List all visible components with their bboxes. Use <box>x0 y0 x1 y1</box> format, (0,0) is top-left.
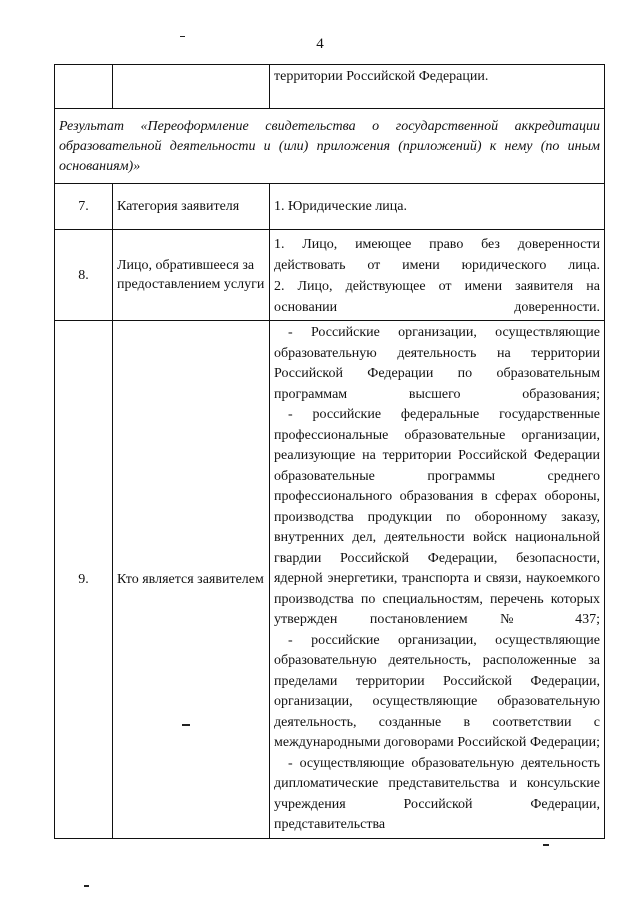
page-number: 4 <box>316 36 324 52</box>
row-name-cell-empty <box>113 65 270 109</box>
table-row-8 <box>55 230 605 321</box>
row-value <box>270 230 605 321</box>
row-value-item: - российские организации, осуществляющие образовательную деятельность, расположенные за пределами территории Российской Федерации, организации, осуществляющие образовательную деятельность, созданные в соответствии с международными договорами Российской Федерации; <box>274 632 600 750</box>
scan-mark <box>180 36 185 37</box>
row-value-item: 1. Лицо, имеющее право без доверенности действовать от имени юридического лица. <box>274 237 600 273</box>
row-number: 8. <box>55 230 113 321</box>
row-name: Лицо, обратившееся за предоставлением услуги <box>113 230 270 321</box>
scan-mark <box>182 724 190 726</box>
row-name: Кто является заявителем <box>113 321 270 839</box>
row-value-item: 2. Лицо, действующее от имени заявителя на основании доверенности. <box>274 279 600 315</box>
row-value <box>270 321 605 839</box>
row-value-item: - осуществляющие образовательную деятельность дипломатические представительства и консульские учреждения Российской Федерации, представительства <box>274 755 600 832</box>
section-title: Результат «Переоформление свидетельства о государственной аккредитации образовательной деятельности и (или) приложения (приложений) к нему (по иным основаниям)» <box>55 109 605 184</box>
row-number: 9. <box>55 321 113 839</box>
row-number-cell-empty <box>55 65 113 109</box>
row-number: 7. <box>55 184 113 230</box>
row-value: 1. Юридические лица. <box>270 184 605 230</box>
scan-mark <box>543 844 549 846</box>
row-name: Категория заявителя <box>113 184 270 230</box>
continuation-text: территории Российской Федерации. <box>274 69 489 84</box>
row-value-cell <box>270 65 605 109</box>
table-row-section-title <box>55 109 605 184</box>
row-value-item: - российские федеральные государственные профессиональные образовательные организации, реализующие на территории Российской Федерации образовательные программы среднего профессионального образования в сферах обороны, производства продукции по оборонному заказу, внутренних дел, деятельности войск национальной гвардии Российской Федерации, безопасности, ядерной энергетики, транспорта и связи, наукоемкого производства по специальностям, перечень которых утвержден постановлением № 437; <box>274 407 600 627</box>
scan-mark <box>84 885 89 887</box>
requirements-table <box>54 64 605 839</box>
table-row-7 <box>55 184 605 230</box>
table-row-continuation <box>55 65 605 109</box>
row-value-item: - Российские организации, осуществляющие образовательную деятельность на территории Российской Федерации по образовательным программам высшего образования; <box>274 325 600 402</box>
table-row-9 <box>55 321 605 839</box>
